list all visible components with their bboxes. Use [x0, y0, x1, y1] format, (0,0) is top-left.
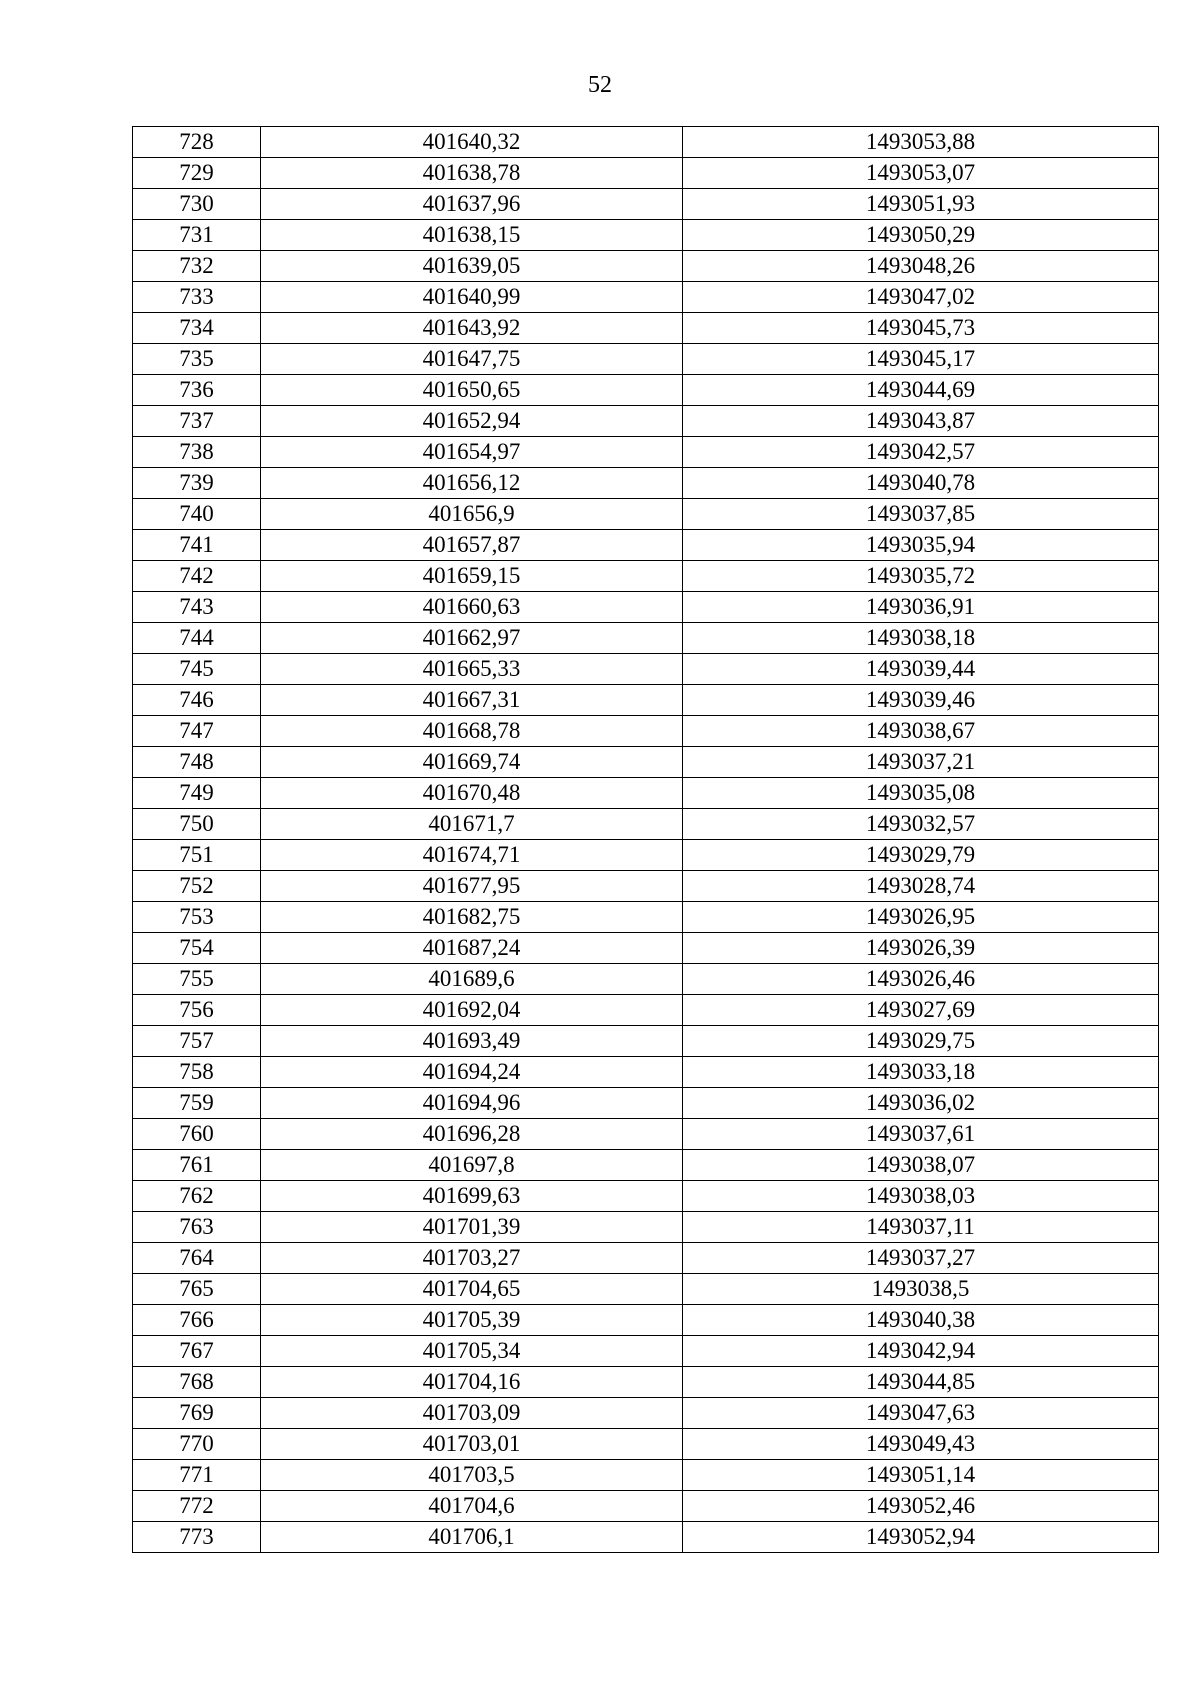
table-row — [133, 313, 1159, 344]
point-number-cell: 736 — [133, 375, 261, 406]
table-row — [133, 747, 1159, 778]
point-number-cell: 771 — [133, 1460, 261, 1491]
table-row — [133, 592, 1159, 623]
table-row — [133, 623, 1159, 654]
y-coordinate-cell: 1493027,69 — [683, 995, 1159, 1026]
x-coordinate-cell: 401701,39 — [261, 1212, 683, 1243]
table-row — [133, 1150, 1159, 1181]
table-row — [133, 1212, 1159, 1243]
point-number-cell: 766 — [133, 1305, 261, 1336]
x-coordinate-cell: 401697,8 — [261, 1150, 683, 1181]
x-coordinate-cell: 401640,99 — [261, 282, 683, 313]
y-coordinate-cell: 1493045,73 — [683, 313, 1159, 344]
y-coordinate-cell: 1493026,46 — [683, 964, 1159, 995]
x-coordinate-cell: 401638,15 — [261, 220, 683, 251]
x-coordinate-cell: 401656,9 — [261, 499, 683, 530]
point-number-cell: 758 — [133, 1057, 261, 1088]
point-number-cell: 755 — [133, 964, 261, 995]
x-coordinate-cell: 401660,63 — [261, 592, 683, 623]
y-coordinate-cell: 1493044,69 — [683, 375, 1159, 406]
y-coordinate-cell: 1493026,95 — [683, 902, 1159, 933]
table-row — [133, 685, 1159, 716]
table-row — [133, 1243, 1159, 1274]
y-coordinate-cell: 1493053,88 — [683, 127, 1159, 158]
point-number-cell: 751 — [133, 840, 261, 871]
table-row — [133, 406, 1159, 437]
x-coordinate-cell: 401637,96 — [261, 189, 683, 220]
x-coordinate-cell: 401662,97 — [261, 623, 683, 654]
y-coordinate-cell: 1493038,07 — [683, 1150, 1159, 1181]
point-number-cell: 770 — [133, 1429, 261, 1460]
y-coordinate-cell: 1493045,17 — [683, 344, 1159, 375]
x-coordinate-cell: 401696,28 — [261, 1119, 683, 1150]
table-row — [133, 437, 1159, 468]
y-coordinate-cell: 1493035,94 — [683, 530, 1159, 561]
y-coordinate-cell: 1493042,94 — [683, 1336, 1159, 1367]
point-number-cell: 733 — [133, 282, 261, 313]
point-number-cell: 738 — [133, 437, 261, 468]
point-number-cell: 764 — [133, 1243, 261, 1274]
y-coordinate-cell: 1493038,5 — [683, 1274, 1159, 1305]
x-coordinate-cell: 401694,24 — [261, 1057, 683, 1088]
table-row — [133, 251, 1159, 282]
y-coordinate-cell: 1493053,07 — [683, 158, 1159, 189]
point-number-cell: 735 — [133, 344, 261, 375]
point-number-cell: 745 — [133, 654, 261, 685]
x-coordinate-cell: 401656,12 — [261, 468, 683, 499]
y-coordinate-cell: 1493037,11 — [683, 1212, 1159, 1243]
table-row — [133, 902, 1159, 933]
y-coordinate-cell: 1493047,02 — [683, 282, 1159, 313]
point-number-cell: 728 — [133, 127, 261, 158]
point-number-cell: 759 — [133, 1088, 261, 1119]
x-coordinate-cell: 401705,34 — [261, 1336, 683, 1367]
point-number-cell: 767 — [133, 1336, 261, 1367]
point-number-cell: 749 — [133, 778, 261, 809]
point-number-cell: 748 — [133, 747, 261, 778]
table-row — [133, 1367, 1159, 1398]
y-coordinate-cell: 1493042,57 — [683, 437, 1159, 468]
table-row — [133, 1181, 1159, 1212]
x-coordinate-cell: 401668,78 — [261, 716, 683, 747]
y-coordinate-cell: 1493037,61 — [683, 1119, 1159, 1150]
coordinates-table-body — [133, 127, 1159, 1553]
x-coordinate-cell: 401689,6 — [261, 964, 683, 995]
x-coordinate-cell: 401667,31 — [261, 685, 683, 716]
x-coordinate-cell: 401650,65 — [261, 375, 683, 406]
coordinates-table — [132, 126, 1159, 1553]
x-coordinate-cell: 401639,05 — [261, 251, 683, 282]
table-row — [133, 933, 1159, 964]
point-number-cell: 732 — [133, 251, 261, 282]
table-row — [133, 282, 1159, 313]
point-number-cell: 753 — [133, 902, 261, 933]
table-row — [133, 561, 1159, 592]
x-coordinate-cell: 401674,71 — [261, 840, 683, 871]
y-coordinate-cell: 1493037,27 — [683, 1243, 1159, 1274]
point-number-cell: 734 — [133, 313, 261, 344]
y-coordinate-cell: 1493028,74 — [683, 871, 1159, 902]
y-coordinate-cell: 1493039,46 — [683, 685, 1159, 716]
point-number-cell: 763 — [133, 1212, 261, 1243]
y-coordinate-cell: 1493029,79 — [683, 840, 1159, 871]
y-coordinate-cell: 1493051,14 — [683, 1460, 1159, 1491]
table-row — [133, 1088, 1159, 1119]
table-row — [133, 995, 1159, 1026]
x-coordinate-cell: 401704,65 — [261, 1274, 683, 1305]
x-coordinate-cell: 401705,39 — [261, 1305, 683, 1336]
table-row — [133, 1274, 1159, 1305]
x-coordinate-cell: 401657,87 — [261, 530, 683, 561]
point-number-cell: 729 — [133, 158, 261, 189]
point-number-cell: 757 — [133, 1026, 261, 1057]
table-row — [133, 716, 1159, 747]
y-coordinate-cell: 1493037,85 — [683, 499, 1159, 530]
point-number-cell: 731 — [133, 220, 261, 251]
x-coordinate-cell: 401677,95 — [261, 871, 683, 902]
point-number-cell: 765 — [133, 1274, 261, 1305]
point-number-cell: 742 — [133, 561, 261, 592]
table-row — [133, 1057, 1159, 1088]
y-coordinate-cell: 1493035,08 — [683, 778, 1159, 809]
point-number-cell: 754 — [133, 933, 261, 964]
y-coordinate-cell: 1493036,02 — [683, 1088, 1159, 1119]
table-row — [133, 654, 1159, 685]
point-number-cell: 744 — [133, 623, 261, 654]
point-number-cell: 773 — [133, 1522, 261, 1553]
point-number-cell: 756 — [133, 995, 261, 1026]
table-row — [133, 189, 1159, 220]
y-coordinate-cell: 1493029,75 — [683, 1026, 1159, 1057]
x-coordinate-cell: 401682,75 — [261, 902, 683, 933]
y-coordinate-cell: 1493038,67 — [683, 716, 1159, 747]
x-coordinate-cell: 401703,01 — [261, 1429, 683, 1460]
table-row — [133, 375, 1159, 406]
y-coordinate-cell: 1493043,87 — [683, 406, 1159, 437]
point-number-cell: 737 — [133, 406, 261, 437]
x-coordinate-cell: 401640,32 — [261, 127, 683, 158]
point-number-cell: 761 — [133, 1150, 261, 1181]
table-row — [133, 1491, 1159, 1522]
y-coordinate-cell: 1493052,46 — [683, 1491, 1159, 1522]
point-number-cell: 746 — [133, 685, 261, 716]
y-coordinate-cell: 1493050,29 — [683, 220, 1159, 251]
table-row — [133, 1460, 1159, 1491]
x-coordinate-cell: 401704,16 — [261, 1367, 683, 1398]
x-coordinate-cell: 401703,09 — [261, 1398, 683, 1429]
y-coordinate-cell: 1493040,78 — [683, 468, 1159, 499]
table-row — [133, 127, 1159, 158]
point-number-cell: 740 — [133, 499, 261, 530]
table-row — [133, 778, 1159, 809]
point-number-cell: 739 — [133, 468, 261, 499]
y-coordinate-cell: 1493044,85 — [683, 1367, 1159, 1398]
table-row — [133, 158, 1159, 189]
x-coordinate-cell: 401652,94 — [261, 406, 683, 437]
x-coordinate-cell: 401659,15 — [261, 561, 683, 592]
x-coordinate-cell: 401670,48 — [261, 778, 683, 809]
point-number-cell: 730 — [133, 189, 261, 220]
table-row — [133, 1522, 1159, 1553]
table-row — [133, 468, 1159, 499]
y-coordinate-cell: 1493052,94 — [683, 1522, 1159, 1553]
table-row — [133, 1305, 1159, 1336]
point-number-cell: 760 — [133, 1119, 261, 1150]
x-coordinate-cell: 401654,97 — [261, 437, 683, 468]
x-coordinate-cell: 401638,78 — [261, 158, 683, 189]
point-number-cell: 772 — [133, 1491, 261, 1522]
table-row — [133, 1336, 1159, 1367]
table-row — [133, 964, 1159, 995]
point-number-cell: 769 — [133, 1398, 261, 1429]
x-coordinate-cell: 401669,74 — [261, 747, 683, 778]
x-coordinate-cell: 401704,6 — [261, 1491, 683, 1522]
table-row — [133, 220, 1159, 251]
y-coordinate-cell: 1493037,21 — [683, 747, 1159, 778]
y-coordinate-cell: 1493049,43 — [683, 1429, 1159, 1460]
table-row — [133, 871, 1159, 902]
table-row — [133, 1429, 1159, 1460]
y-coordinate-cell: 1493026,39 — [683, 933, 1159, 964]
y-coordinate-cell: 1493048,26 — [683, 251, 1159, 282]
y-coordinate-cell: 1493047,63 — [683, 1398, 1159, 1429]
x-coordinate-cell: 401687,24 — [261, 933, 683, 964]
y-coordinate-cell: 1493038,03 — [683, 1181, 1159, 1212]
x-coordinate-cell: 401694,96 — [261, 1088, 683, 1119]
y-coordinate-cell: 1493039,44 — [683, 654, 1159, 685]
x-coordinate-cell: 401692,04 — [261, 995, 683, 1026]
y-coordinate-cell: 1493033,18 — [683, 1057, 1159, 1088]
x-coordinate-cell: 401703,27 — [261, 1243, 683, 1274]
table-row — [133, 530, 1159, 561]
y-coordinate-cell: 1493032,57 — [683, 809, 1159, 840]
x-coordinate-cell: 401703,5 — [261, 1460, 683, 1491]
point-number-cell: 741 — [133, 530, 261, 561]
table-row — [133, 344, 1159, 375]
table-row — [133, 1398, 1159, 1429]
page-number: 52 — [588, 72, 612, 98]
point-number-cell: 750 — [133, 809, 261, 840]
x-coordinate-cell: 401643,92 — [261, 313, 683, 344]
y-coordinate-cell: 1493035,72 — [683, 561, 1159, 592]
x-coordinate-cell: 401671,7 — [261, 809, 683, 840]
table-row — [133, 809, 1159, 840]
y-coordinate-cell: 1493040,38 — [683, 1305, 1159, 1336]
point-number-cell: 747 — [133, 716, 261, 747]
y-coordinate-cell: 1493051,93 — [683, 189, 1159, 220]
point-number-cell: 752 — [133, 871, 261, 902]
point-number-cell: 768 — [133, 1367, 261, 1398]
x-coordinate-cell: 401665,33 — [261, 654, 683, 685]
table-row — [133, 840, 1159, 871]
table-row — [133, 1026, 1159, 1057]
table-row — [133, 499, 1159, 530]
table-row — [133, 1119, 1159, 1150]
y-coordinate-cell: 1493038,18 — [683, 623, 1159, 654]
y-coordinate-cell: 1493036,91 — [683, 592, 1159, 623]
x-coordinate-cell: 401706,1 — [261, 1522, 683, 1553]
point-number-cell: 762 — [133, 1181, 261, 1212]
x-coordinate-cell: 401647,75 — [261, 344, 683, 375]
point-number-cell: 743 — [133, 592, 261, 623]
x-coordinate-cell: 401699,63 — [261, 1181, 683, 1212]
x-coordinate-cell: 401693,49 — [261, 1026, 683, 1057]
